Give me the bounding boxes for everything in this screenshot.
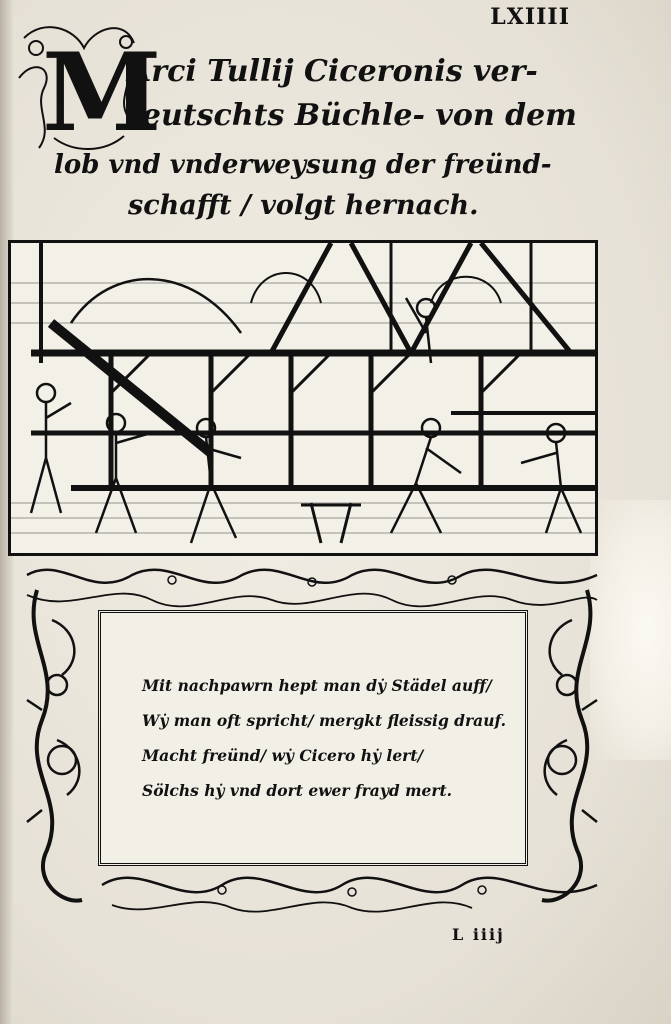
verse-line-1: Mit nachpawrn hept man dẏ Städel auff/: [142, 676, 492, 695]
verse-line-3: Macht freünd/ wẏ Cicero hẏ lert/: [142, 746, 424, 765]
title-line-2: teutschts Büchle- von dem: [128, 98, 577, 133]
title-line-3: lob vnd vnderweysung der freünd-: [54, 150, 552, 180]
verse-line-4: Sölchs hẏ vnd dort ewer frayd mert.: [142, 781, 453, 800]
book-title: [30, 50, 575, 225]
verse-text: [142, 668, 522, 808]
verse-line-2: Wẏ man oft spricht/ mergkt fleissig drauf.: [142, 711, 507, 730]
title-line-4: schafft / volgt hernach.: [128, 190, 479, 221]
signature-mark: L iiij: [452, 925, 505, 944]
paper-stain: [590, 500, 671, 760]
initial-letter: M: [42, 30, 162, 156]
woodcut-illustration: [8, 240, 598, 556]
folio-number: LXIIII: [490, 4, 570, 30]
title-line-1: Arci Tullij Ciceronis ver-: [128, 54, 538, 89]
